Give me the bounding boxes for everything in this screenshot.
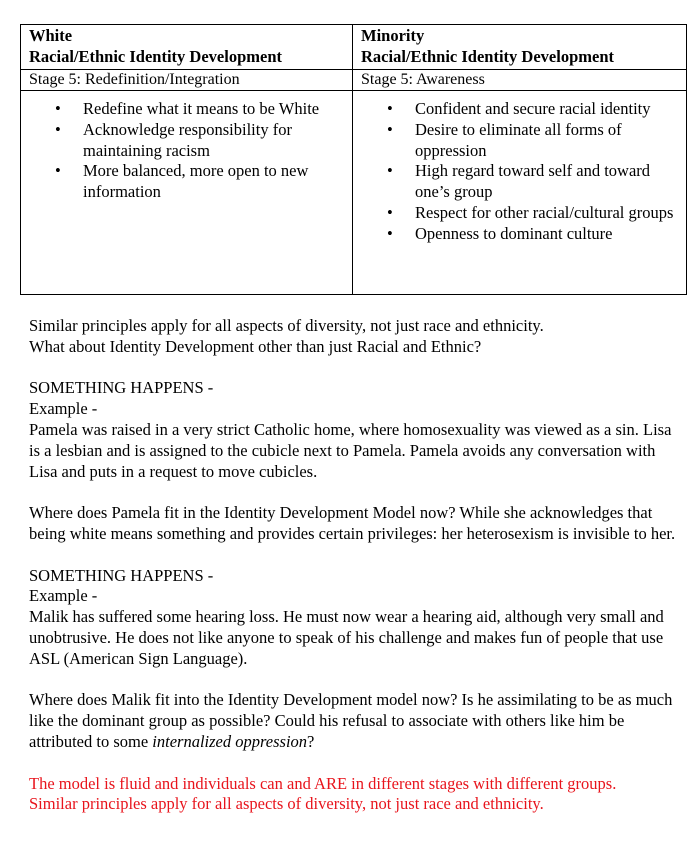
list-item: • Desire to eliminate all forms of oppression	[415, 120, 686, 162]
list-item: • High regard toward self and toward one’s group	[415, 161, 686, 203]
minority-stage-label: Stage 5: Awareness	[353, 70, 687, 91]
case2-heading: SOMETHING HAPPENS -	[29, 565, 214, 585]
list-item: • More balanced, more open to new information	[83, 161, 352, 203]
document-body	[29, 316, 679, 815]
conclusion-line-1: The model is fluid and individuals can and ARE in different stages with different groups.	[29, 773, 617, 793]
table-traits-row	[21, 91, 687, 295]
intro-line-1: Similar principles apply for all aspects of diversity, not just race and ethnicity.	[29, 316, 544, 335]
minority-heading-cell	[353, 25, 687, 70]
table-stage-row	[21, 70, 687, 91]
table-header-row	[21, 25, 687, 70]
list-item: • Openness to dominant culture	[415, 224, 686, 245]
white-stage-label: Stage 5: Redefinition/Integration	[21, 70, 353, 91]
white-heading-line2: Racial/Ethnic Identity Development	[29, 46, 282, 66]
case2-question-text: Where does Malik fit into the Identity Development model now? Is he assimilating to be as much like the dominant group as possible? Could his refusal to associate with others like him be attributed to some	[29, 690, 673, 751]
list-item: • Redefine what it means to be White	[83, 99, 352, 120]
white-traits-list	[21, 99, 352, 203]
case1-heading: SOMETHING HAPPENS -	[29, 378, 214, 398]
case1-story: Pamela was raised in a very strict Catholic home, where homosexuality was viewed as a sin. Lisa is a lesbian and is assigned to the cubicle next to Pamela. Pamela avoids any conversation with Lisa and puts in a request to move cubicles.	[29, 419, 672, 481]
minority-heading-line1: Minority	[361, 26, 425, 45]
case2-question-end: ?	[307, 731, 315, 751]
case2-question	[29, 690, 679, 752]
case2-story: Malik has suffered some hearing loss. He must now wear a hearing aid, although very small and unobtrusive. He does not like anyone to speak of his challenge and makes fun of people that use ASL (American Sign Language).	[29, 607, 664, 668]
white-heading-cell	[21, 25, 353, 70]
case2-question-emphasis: internalized oppression	[152, 731, 308, 751]
identity-stage-table	[20, 24, 687, 295]
intro-line-2: What about Identity Development other than just Racial and Ethnic?	[29, 336, 482, 356]
conclusion-line-2: Similar principles apply for all aspects of diversity, not just race and ethnicity.	[29, 794, 544, 814]
case2-example-label: Example -	[29, 586, 98, 606]
white-heading-line1: White	[29, 26, 73, 45]
list-item: • Acknowledge responsibility for maintaining racism	[83, 120, 352, 162]
list-item: • Respect for other racial/cultural groups	[415, 203, 686, 224]
minority-traits-list	[353, 99, 686, 245]
minority-heading-line2: Racial/Ethnic Identity Development	[361, 46, 614, 66]
minority-traits-cell	[353, 91, 687, 295]
white-traits-cell	[21, 91, 353, 295]
case1-question: Where does Pamela fit in the Identity Development Model now? While she acknowledges that being white means something and provides certain privileges: her heterosexism is invisible to her.	[29, 503, 676, 543]
case1-example-label: Example -	[29, 399, 98, 419]
list-item: • Confident and secure racial identity	[415, 99, 686, 120]
